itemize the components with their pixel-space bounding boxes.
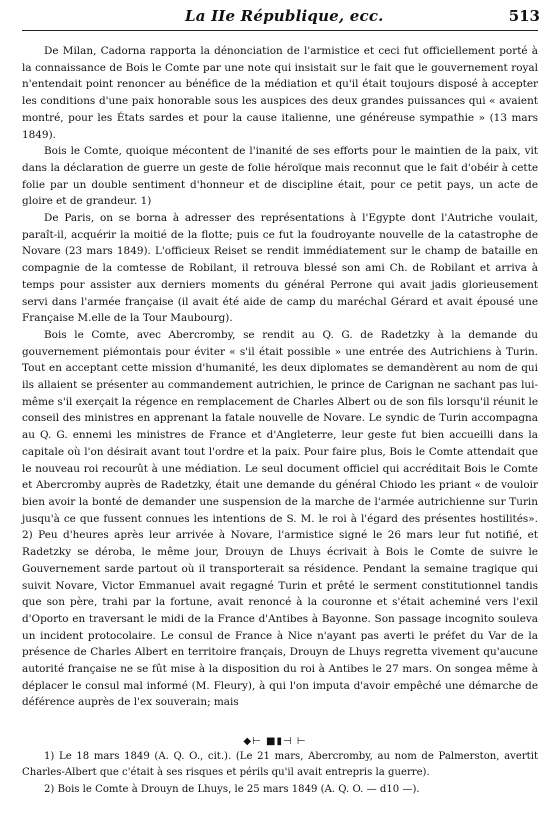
paragraph: Bois le Comte, quoique mécontent de l'inanité de ses efforts pour le maintien de la paix, vit dans la déclaration de guerre un geste de folie héroïque mais reconnut que le fait d'obéir à cette folie par un double sentiment d'honneur et de discipline était, pour ce petit pays, un acte de gloire et de grandeur. 1) xyxy=(22,145,538,208)
footnote: 1) Le 18 mars 1849 (A. Q. O., cit.). (Le 21 mars, Abercromby, au nom de Palmerston, avertit Charles-Albert que c'était à ses risques et périls qu'il avait entrepris la guerre). xyxy=(22,751,538,779)
footnotes xyxy=(22,749,538,798)
page-header xyxy=(0,0,550,32)
footnote: 2) Bois le Comte à Drouyn de Lhuys, le 25 mars 1849 (A. Q. O. — d10 —). xyxy=(44,783,420,795)
paragraph: De Milan, Cadorna rapporta la dénonciation de l'armistice et ceci fut officiellement porté à la connaissance de Bois le Comte par une note qui insistait sur le fait que le gouvernement royal n'entendait point renoncer au bénéfice de la médiation et qu'il était toujours disposé à accepter les conditions d'une paix honorable sous les auspices des deux grandes puissances qui « avaient montré, pour les États sardes et pour la cause italienne, une généreuse sympathie » (13 mars 1849). xyxy=(22,45,538,141)
paragraph: De Paris, on se borna à adresser des représentations à l'Egypte dont l'Autriche voulait, paraît-il, acquérir la moitié de la flotte; puis ce fut la foudroyante nouvelle de la catastrophe de Novare (23 mars 1849). L'officieux Reiset se rendit immédiatement sur le champ de bataille en compagnie de la comtesse de Robilant, il retrouva blessé son ami Ch. de Robilant et arriva à temps pour assister aux derniers moments du général Perrone qui avait jadis glorieusement servi dans l'armée française (il avait été aide de camp du maréchal Gérard et avait épousé une Française M.elle de la Tour Maubourg). xyxy=(22,212,538,325)
running-title: La IIe République, ecc. xyxy=(185,7,384,25)
header-rule xyxy=(22,30,538,31)
paragraph: Bois le Comte, avec Abercromby, se rendit au Q. G. de Radetzky à la demande du gouvernement piémontais pour éviter « s'il était possible » une entrée des Autrichiens à Turin. Tout en acceptant cette mission d'humanité, les deux diplomates se demandèrent au nom de qui ils allaient se présenter au commandement autrichien, le prince de Carignan ne sachant pas lui-même s'il exerçait la régence en remplacement de Charles Albert ou de son fils lorsqu'il réunit le conseil des ministres en apprenant la fatale nouvelle de Novare. Le syndic de Turin accompagna au Q. G. ennemi les ministres de France et d'Angleterre, leur geste fut bien accueilli dans la capitale où l'on désirait avant tout l'ordre et la paix. Pour faire plus, Bois le Comte attendait que le nouveau roi recourût à une médiation. Le seul document officiel qui accréditait Bois le Comte et Abercromby auprès de Radetzky, était une demande du général Chiodo les priant « de vouloir bien avoir la bonté de demander une suspension de la marche de l'armée autrichienne sur Turin jusqu'à ce que fussent connues les intentions de S. M. le roi à l'égard des présentes hostilités». 2) Peu d'heures après leur arrivée à Novare, l'armistice signé le 26 mars leur fut notifié, et Radetzky se déroba, le même jour, Drouyn de Lhuys écrivait à Bois le Comte de suivre le Gouvernement sarde partout où il transporterait sa résidence. Pendant la semaine tragique qui suivit Novare, Victor Emmanuel avait regagné Turin et prêté le serment constitutionnel tandis que son père, trahi par la fortune, avait renoncé à la couronne et s'était acheminé vers l'exil d'Oporto en traversant le midi de la France d'Antibes à Bayonne. Son passage incognito souleva un incident protocolaire. Le consul de France à Nice n'ayant pas averti le préfet du Var de la présence de Charles Albert en territoire français, Drouyn de Lhuys regretta vivement qu'aucune autorité française ne se fût mise à la disposition du roi à Antibes le 27 mars. On songea même à déplacer le consul mal informé (M. Fleury), à qui l'on imputa d'avoir empêché une démarche de déférence auprès de l'ex souverain; mais xyxy=(22,328,538,709)
section-ornament: ◆⊢ ■▮⊣ ⊢ xyxy=(243,736,307,747)
body-text xyxy=(22,43,538,711)
page-number: 513 xyxy=(508,7,540,25)
